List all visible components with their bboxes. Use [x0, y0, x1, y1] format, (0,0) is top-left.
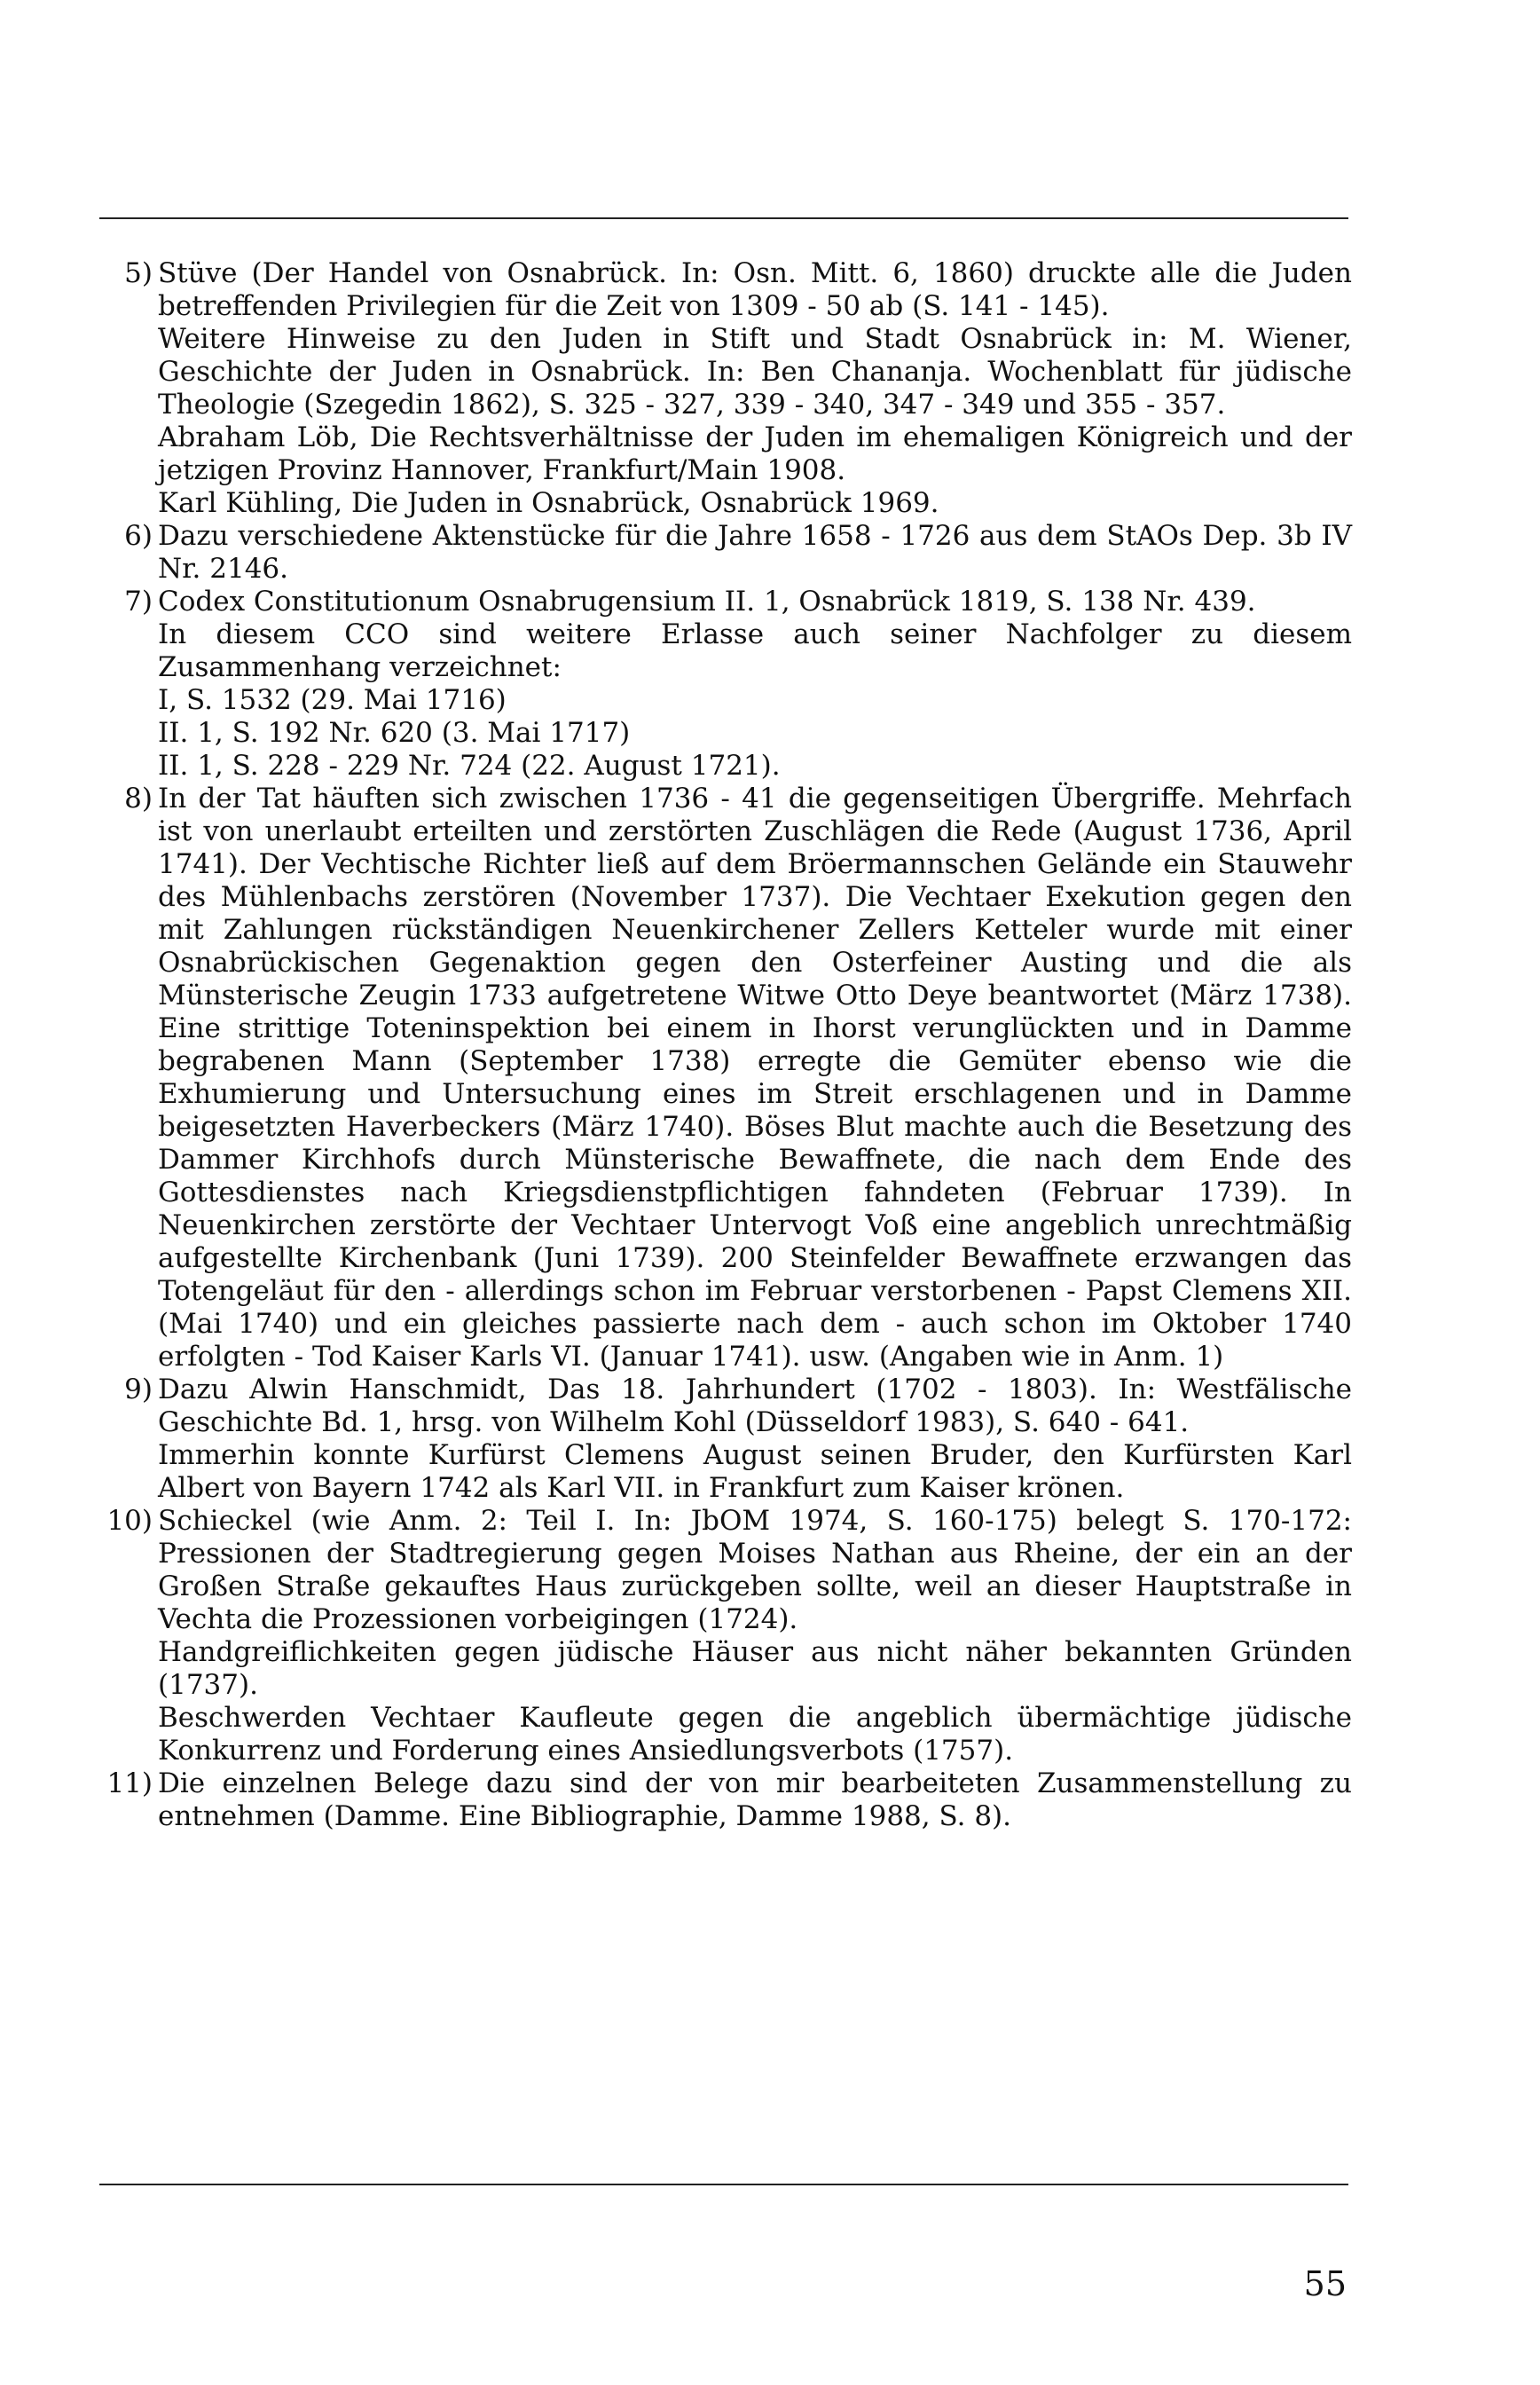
footnote-8 [99, 783, 1352, 1374]
footnote-5 [99, 257, 1352, 520]
footnote-paragraph: Die einzelnen Belege dazu sind der von mir bearbeiteten Zusammenstellung zu entnehmen (Damme. Eine Bibliographie, Damme 1988, S. 8). [158, 1767, 1352, 1832]
citation-line: II. 1, S. 192 Nr. 620 (3. Mai 1717) [158, 717, 631, 749]
footnote-number: 5) [124, 257, 153, 289]
footnote-number: 6) [124, 520, 153, 552]
page-number: 55 [1303, 2264, 1347, 2303]
footnote-number: 8) [124, 783, 153, 815]
footnote-paragraph: Karl Kühling, Die Juden in Osnabrück, Osnabrück 1969. [158, 487, 939, 519]
top-rule [99, 217, 1348, 219]
footnote-number: 10) [106, 1505, 153, 1537]
footnote-6 [99, 520, 1352, 586]
footnote-paragraph: In diesem CCO sind weitere Erlasse auch seiner Nachfolger zu diesem Zusammenhang verzeichnet: [158, 618, 1352, 683]
footnote-number: 9) [124, 1374, 153, 1405]
footnote-10 [99, 1505, 1352, 1767]
footnote-7 [99, 586, 1352, 783]
footnote-paragraph: Schieckel (wie Anm. 2: Teil I. In: JbOM 1974, S. 160-175) belegt S. 170-172: Pressionen der Stadtregierung gegen Moises Nathan aus Rheine, der ein an der Großen Straße gekauftes Haus zurückgeben sollte, weil an dieser Hauptstraße in Vechta die Prozessionen vorbeigingen (1724). [158, 1505, 1352, 1635]
bottom-rule [99, 2184, 1348, 2185]
footnote-paragraph: Handgreiflichkeiten gegen jüdische Häuser aus nicht näher bekannten Gründen (1737). [158, 1636, 1352, 1701]
footnote-paragraph: Dazu verschiedene Aktenstücke für die Jahre 1658 - 1726 aus dem StAOs Dep. 3b IV Nr. 2146. [158, 520, 1352, 585]
footnote-paragraph: In der Tat häuften sich zwischen 1736 - 41 die gegenseitigen Übergriffe. Mehrfach ist von unerlaubt erteilten und zerstörten Zuschlägen die Rede (August 1736, April 1741). Der Vechtische Richter ließ auf dem Bröermannschen Gelände ein Stauwehr des Mühlenbachs zerstören (November 1737). Die Vechtaer Exekution gegen den mit Zahlungen rückständigen Neuenkirchener Zellers Ketteler wurde mit einer Osnabrückischen Gegenaktion gegen den Osterfeiner Austing und die als Münsterische Zeugin 1733 aufgetretene Witwe Otto Deye beantwortet (März 1738). Eine strittige Toteninspektion bei einem in Ihorst verunglückten und in Damme begrabenen Mann (September 1738) erregte die Gemüter ebenso wie die Exhumierung und Untersuchung eines im Streit erschlagenen und in Damme beigesetzten Haverbeckers (März 1740). Böses Blut machte auch die Besetzung des Dammer Kirchhofs durch Münsterische Bewaffnete, die nach dem Ende des Gottesdienstes nach Kriegsdienstpflichtigen fahndeten (Februar 1739). In Neuenkirchen zerstörte der Vechtaer Untervogt Voß eine angeblich unrechtmäßig aufgestellte Kirchenbank (Juni 1739). 200 Steinfelder Bewaffnete erzwangen das Totengeläut für den - allerdings schon im Februar verstorbenen - Papst Clemens XII. (Mai 1740) und ein gleiches passierte nach dem - auch schon im Oktober 1740 erfolgten - Tod Kaiser Karls VI. (Januar 1741). usw. (Angaben wie in Anm. 1) [158, 783, 1352, 1373]
citation-line: II. 1, S. 228 - 229 Nr. 724 (22. August 1721). [158, 750, 781, 782]
footnote-9 [99, 1374, 1352, 1505]
footnote-paragraph: Abraham Löb, Die Rechtsverhältnisse der Juden im ehemaligen Königreich und der jetzigen Provinz Hannover, Frankfurt/Main 1908. [158, 421, 1352, 486]
footnote-paragraph: Beschwerden Vechtaer Kaufleute gegen die angeblich übermächtige jüdische Konkurrenz und Forderung eines Ansiedlungsverbots (1757). [158, 1702, 1352, 1767]
footnote-paragraph: Weitere Hinweise zu den Juden in Stift und Stadt Osnabrück in: M. Wiener, Geschichte der Juden in Osnabrück. In: Ben Chananja. Wochenblatt für jüdische Theologie (Szegedin 1862), S. 325 - 327, 339 - 340, 347 - 349 und 355 - 357. [158, 323, 1352, 421]
footnote-number: 11) [106, 1767, 153, 1799]
footnote-paragraph: Stüve (Der Handel von Osnabrück. In: Osn. Mitt. 6, 1860) druckte alle die Juden betreffenden Privilegien für die Zeit von 1309 - 50 ab (S. 141 - 145). [158, 257, 1352, 322]
footnote-number: 7) [124, 586, 153, 618]
footnote-paragraph: Immerhin konnte Kurfürst Clemens August seinen Bruder, den Kurfürsten Karl Albert von Bayern 1742 als Karl VII. in Frankfurt zum Kaiser krönen. [158, 1439, 1352, 1504]
footnote-paragraph: Codex Constitutionum Osnabrugensium II. 1, Osnabrück 1819, S. 138 Nr. 439. [158, 586, 1256, 618]
footnotes-list [99, 257, 1352, 1833]
footnote-paragraph: Dazu Alwin Hanschmidt, Das 18. Jahrhundert (1702 - 1803). In: Westfälische Geschichte Bd. 1, hrsg. von Wilhelm Kohl (Düsseldorf 1983), S. 640 - 641. [158, 1374, 1352, 1438]
footnote-11 [99, 1767, 1352, 1833]
citation-line: I, S. 1532 (29. Mai 1716) [158, 684, 507, 716]
